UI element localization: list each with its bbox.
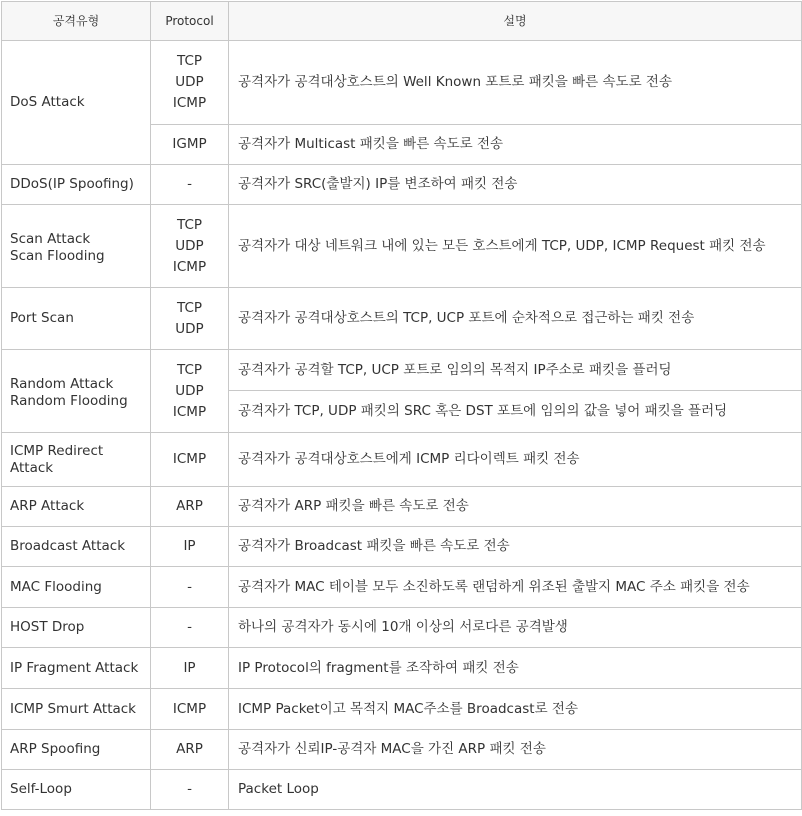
attack-type-cell: HOST Drop (2, 608, 151, 648)
table-row (2, 770, 802, 810)
protocol-cell (151, 288, 229, 350)
table-row (2, 433, 802, 487)
table-row (2, 648, 802, 689)
description-cell: 공격자가 공격대상호스트의 TCP, UCP 포트에 순차적으로 접근하는 패킷 전송 (229, 288, 802, 350)
table-row (2, 288, 802, 350)
protocol-item: TCP (176, 53, 203, 69)
attack-type-cell: DoS Attack (2, 41, 151, 165)
protocol-cell: ICMP (151, 689, 229, 730)
description-cell: 공격자가 공격대상호스트에게 ICMP 리다이렉트 패킷 전송 (229, 433, 802, 487)
table-row (2, 205, 802, 288)
header-attack-type: 공격유형 (2, 2, 151, 41)
protocol-item: UDP (175, 237, 204, 254)
attack-type-line: Scan Attack (10, 231, 91, 247)
protocol-cell: ARP (151, 487, 229, 527)
table-row (2, 350, 802, 391)
description-cell: 공격자가 공격대상호스트의 Well Known 포트로 패킷을 빠른 속도로 전송 (229, 41, 802, 125)
description-cell: 하나의 공격자가 동시에 10개 이상의 서로다른 공격발생 (229, 608, 802, 648)
protocol-item: TCP (176, 299, 203, 316)
description-cell: ICMP Packet이고 목적지 MAC주소를 Broadcast로 전송 (229, 689, 802, 730)
description-cell: 공격자가 공격할 TCP, UCP 포트로 임의의 목적지 IP주소로 패킷을 플러딩 (229, 350, 802, 391)
attack-type-cell: ARP Spoofing (2, 730, 151, 770)
protocol-cell: ARP (151, 730, 229, 770)
header-protocol: Protocol (151, 2, 229, 41)
attack-type-cell: Port Scan (2, 288, 151, 350)
attack-type-cell: MAC Flooding (2, 567, 151, 608)
attack-type-cell (2, 205, 151, 288)
protocol-item: ICMP (172, 403, 207, 420)
protocol-cell: IP (151, 648, 229, 689)
attack-type-line: Scan Flooding (10, 248, 105, 264)
attack-type-cell: ICMP Smurt Attack (2, 689, 151, 730)
protocol-cell: - (151, 770, 229, 810)
table-row (2, 730, 802, 770)
attack-table (1, 1, 802, 810)
description-cell: IP Protocol의 fragment를 조작하여 패킷 전송 (229, 648, 802, 689)
description-cell: 공격자가 SRC(출발지) IP를 변조하여 패킷 전송 (229, 165, 802, 205)
protocol-item: ICMP (172, 95, 207, 111)
protocol-item: UDP (175, 74, 204, 90)
attack-type-cell (2, 350, 151, 433)
table-row (2, 165, 802, 205)
table-row (2, 689, 802, 730)
attack-type-cell: DDoS(IP Spoofing) (2, 165, 151, 205)
attack-type-cell: Broadcast Attack (2, 527, 151, 567)
protocol-item: ICMP (172, 258, 207, 275)
attack-type-line: Random Flooding (10, 393, 128, 409)
protocol-cell: ICMP (151, 433, 229, 487)
protocol-cell (151, 350, 229, 433)
protocol-cell: IGMP (151, 125, 229, 165)
protocol-item: TCP (176, 361, 203, 378)
table-row (2, 567, 802, 608)
description-cell: 공격자가 TCP, UDP 패킷의 SRC 혹은 DST 포트에 임의의 값을 넣어 패킷을 플러딩 (229, 391, 802, 433)
description-cell: Packet Loop (229, 770, 802, 810)
protocol-cell (151, 41, 229, 125)
protocol-cell (151, 205, 229, 288)
attack-type-line: ICMP Redirect (10, 442, 104, 459)
protocol-item: UDP (175, 382, 204, 399)
description-cell: 공격자가 ARP 패킷을 빠른 속도로 전송 (229, 487, 802, 527)
protocol-cell: - (151, 165, 229, 205)
header-row (2, 2, 802, 41)
protocol-cell: IP (151, 527, 229, 567)
attack-type-cell: IP Fragment Attack (2, 648, 151, 689)
table-row (2, 527, 802, 567)
protocol-cell: - (151, 608, 229, 648)
attack-type-line: Attack (10, 459, 54, 476)
attack-type-cell: ARP Attack (2, 487, 151, 527)
protocol-cell: - (151, 567, 229, 608)
table-row (2, 41, 802, 125)
description-cell: 공격자가 신뢰IP-공격자 MAC을 가진 ARP 패킷 전송 (229, 730, 802, 770)
protocol-item: UDP (175, 320, 204, 337)
description-cell: 공격자가 대상 네트워크 내에 있는 모든 호스트에게 TCP, UDP, ICMP Request 패킷 전송 (229, 205, 802, 288)
attack-type-line: Random Attack (10, 376, 114, 392)
table-row (2, 608, 802, 648)
attack-type-cell (2, 433, 151, 487)
description-cell: 공격자가 Multicast 패킷을 빠른 속도로 전송 (229, 125, 802, 165)
description-cell: 공격자가 Broadcast 패킷을 빠른 속도로 전송 (229, 527, 802, 567)
table-row (2, 487, 802, 527)
description-cell: 공격자가 MAC 테이블 모두 소진하도록 랜덤하게 위조된 출발지 MAC 주소 패킷을 전송 (229, 567, 802, 608)
attack-type-cell: Self-Loop (2, 770, 151, 810)
protocol-item: TCP (176, 216, 203, 233)
header-description: 설명 (229, 2, 802, 41)
